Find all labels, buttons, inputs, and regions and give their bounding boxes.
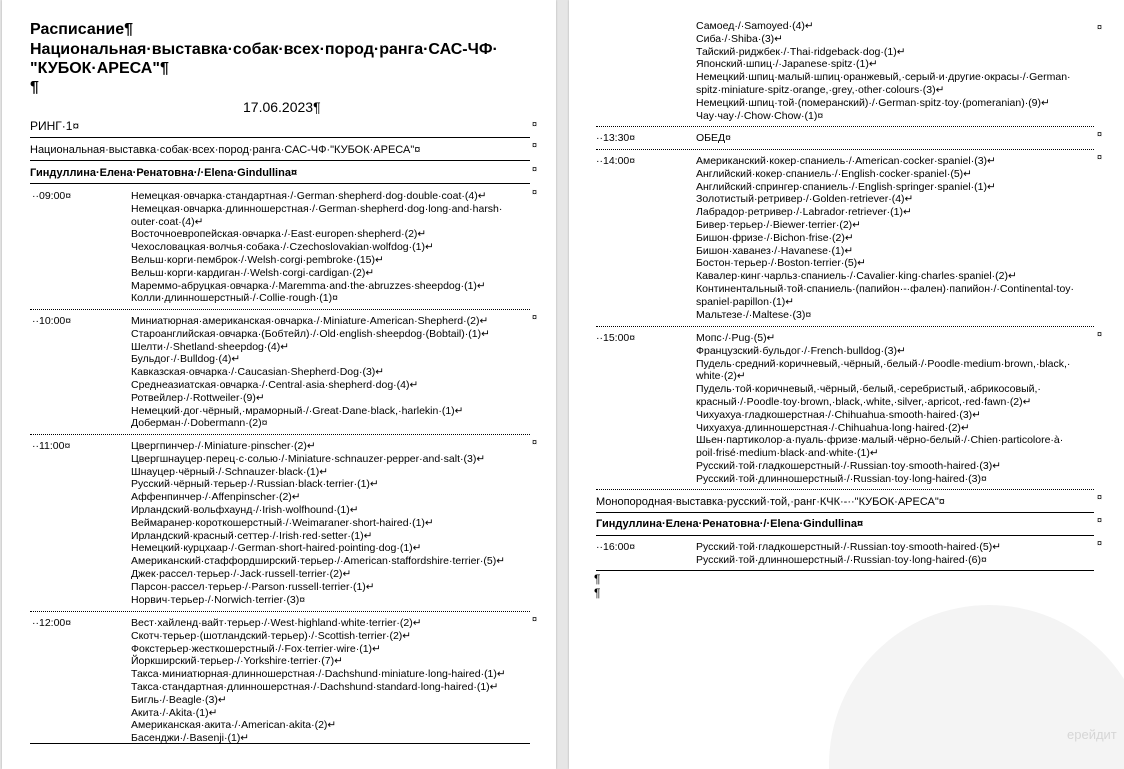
breed-entry: Бишон·хаванез·/·Havanese·(1)↵ — [696, 244, 854, 257]
time-slot: ··10:00¤ — [32, 315, 72, 327]
breed-entry: Пудель·той·коричневый,·чёрный,·белый,·серебристый,·абрикосовый,· — [696, 383, 1041, 396]
table-rule — [30, 309, 530, 310]
breed-entry: Мальтезе·/·Maltese·(3)¤ — [696, 308, 812, 321]
breed-entry: Ирландский·красный·сеттер·/·Irish·red·setter·(1)↵ — [131, 529, 373, 542]
watermark-hint: ерейдит — [1067, 727, 1117, 742]
breed-entry: Тайский·риджбек·/·Thai·ridgeback·dog·(1)↵ — [696, 45, 906, 58]
document-page-2 — [569, 0, 1124, 769]
cell-end-mark: ¤ — [1097, 329, 1103, 339]
mono-judge-row: Гиндуллина·Елена·Ренатовна·/·Elena·Gindullina¤ — [596, 518, 864, 530]
judge-row: Гиндуллина·Елена·Ренатовна·/·Elena·Gindullina¤ — [30, 167, 298, 179]
breed-entry: Джек·рассел·терьер·/·Jack·russell·terrier·(2)↵ — [131, 567, 352, 580]
breed-entry: Русский·той·длинношерстный·/·Russian·toy·long-haired·(6)¤ — [696, 553, 987, 566]
breed-entry: Японский·шпиц·/·Japanese·spitz·(1)↵ — [696, 58, 878, 71]
breed-entry: Чау·чау·/·Chow·Chow·(1)¤ — [696, 109, 824, 122]
time-slot: ··14:00¤ — [596, 155, 636, 167]
breed-entry: spaniel·papillon·(1)↵ — [696, 295, 795, 308]
breed-entry: Пудель·средний·коричневый,·чёрный,·белый·/·Poodle·medium·brown,·black,· — [696, 357, 1071, 370]
time-slot: ··16:00¤ — [596, 541, 636, 553]
table-rule — [30, 183, 530, 184]
breed-entry: Мопс·/·Pug·(5)↵ — [696, 332, 776, 344]
cell-end-mark: ¤ — [1097, 22, 1103, 32]
breed-entry: Среднеазиатская·овчарка·/·Central·asia·shepherd·dog·(4)↵ — [131, 378, 419, 391]
breed-entry: Русский·той·гладкошерстный·/·Russian·toy·smooth-haired·(5)↵ — [696, 541, 1002, 553]
cell-end-mark: ¤ — [532, 437, 538, 447]
breed-entry: Шнауцер·чёрный·/·Schnauzer·black·(1)↵ — [131, 465, 329, 478]
paragraph-mark: ¶ — [594, 572, 601, 586]
time-slot: ··09:00¤ — [32, 190, 72, 202]
table-rule — [596, 512, 1094, 513]
breed-entry: Кавказская·овчарка·/·Caucasian·Shepherd·Dog·(3)↵ — [131, 366, 385, 379]
breed-entry: Русский·той·гладкошерстный·/·Russian·toy·smooth-haired·(3)↵ — [696, 459, 1002, 472]
title-heading: Расписание¶ — [30, 21, 134, 38]
breed-entry: Немецкий·курцхаар·/·German·short-haired·pointing·dog·(1)↵ — [131, 542, 422, 555]
breed-entry: Фокстерьер·жесткошерстный·/·Fox·terrier·wire·(1)↵ — [131, 642, 381, 655]
title-cup-name: "КУБОК·АРЕСА"¶ — [30, 60, 169, 77]
table-rule — [596, 326, 1094, 327]
breed-entry: Бишон·фризе·/·Bichon·frise·(2)↵ — [696, 231, 854, 244]
breed-entry: Американский·стаффордширский·терьер·/·American·staffordshire·terrier·(5)↵ — [131, 555, 506, 568]
breed-entry: Английский·кокер·спаниель·/·English·cocker·spaniel·(5)↵ — [696, 167, 972, 180]
breed-entry: Американская·акита·/·American·akita·(2)↵ — [131, 719, 337, 732]
breed-entry: Цвергшнауцер·перец·с·солью·/·Miniature·schnauzer·pepper·and·salt·(3)↵ — [131, 452, 486, 465]
table-rule — [596, 489, 1094, 490]
breed-entry: Йоркширский·терьер·/·Yorkshire·terrier·(7)↵ — [131, 655, 343, 668]
cell-end-mark: ¤ — [1097, 129, 1103, 139]
cell-end-mark: ¤ — [532, 140, 538, 150]
breed-list — [131, 190, 531, 305]
breed-entry: Немецкий·шпиц·той·(померанский)·/·German·spitz·toy·(pomeranian)·(9)↵ — [696, 96, 1050, 109]
cell-end-mark: ¤ — [532, 614, 538, 624]
breed-entry: Ротвейлер·/·Rottweiler·(9)↵ — [131, 391, 265, 404]
breed-entry: Староанглийская·овчарка·(Бобтейл)·/·Old·english·sheepdog·(Bobtail)·(1)↵ — [131, 327, 490, 340]
breed-entry: Такса·миниатюрная·длинношерстная·/·Dachshund·miniature·long-haired·(1)↵ — [131, 668, 506, 681]
breed-entry: Бигль·/·Beagle·(3)↵ — [131, 693, 227, 706]
breed-entry: Русский·той·длинношерстный·/·Russian·toy·long-haired·(3)¤ — [696, 472, 987, 485]
breed-entry: Американский·кокер·спаниель·/·American·cocker·spaniel·(3)↵ — [696, 155, 996, 167]
breed-entry: Немецкий·дог·чёрный,·мраморный·/·Great·Dane·black,·harlekin·(1)↵ — [131, 404, 464, 417]
title-paragraph-mark: ¶ — [30, 79, 39, 96]
time-slot: ··13:30¤ — [596, 132, 636, 144]
breed-entry: Мареммо-абруцкая·овчарка·/·Maremma·and·the·abruzzes·sheepdog·(1)↵ — [131, 279, 486, 292]
breed-entry: Немецкая·овчарка·длинношерстная·/·German·shepherd·dog·long·and·harsh· — [131, 202, 503, 215]
breed-entry: spitz·miniature·spitz·orange,·grey,·other·colours·(3)↵ — [696, 83, 945, 96]
breed-list — [131, 440, 531, 606]
table-rule — [30, 434, 530, 435]
breed-list — [131, 315, 531, 430]
breed-entry: Скотч·терьер·(шотландский·терьер)·/·Scottish·terrier·(2)↵ — [131, 629, 412, 642]
breed-entry: Самоед·/·Samoyed·(4)↵ — [696, 20, 814, 32]
breed-entry: Английский·спрингер·спаниель·/·English·springer·spaniel·(1)↵ — [696, 180, 996, 193]
table-rule — [596, 535, 1094, 536]
breed-entry: Веймаранер·короткошерстный·/·Weimaraner·short-haired·(1)↵ — [131, 516, 434, 529]
cell-end-mark: ¤ — [1097, 538, 1103, 548]
cell-end-mark: ¤ — [532, 164, 538, 174]
breed-entry: Колли·длинношерстный·/·Collie·rough·(1)¤ — [131, 292, 338, 305]
breed-entry: Французский·бульдог·/·French·bulldog·(3)↵ — [696, 344, 906, 357]
breed-entry: white·(2)↵ — [696, 370, 746, 383]
watermark-circle — [829, 605, 1124, 769]
cell-end-mark: ¤ — [532, 187, 538, 197]
breed-list — [696, 541, 1096, 567]
breed-entry: Бивер·терьер·/·Biewer·terrier·(2)↵ — [696, 218, 861, 231]
show-name-row: Национальная·выставка·собак·всех·пород·ранга·САС-ЧФ·"КУБОК·АРЕСА"¤ — [30, 144, 421, 156]
breed-entry: Норвич·терьер·/·Norwich·terrier·(3)¤ — [131, 593, 306, 606]
document-page-1 — [2, 0, 556, 769]
breed-entry: Восточноевропейская·овчарка·/·East·europen·shepherd·(2)↵ — [131, 228, 427, 241]
breed-entry: Сиба·/·Shiba·(3)↵ — [696, 32, 783, 45]
paragraph-mark: ¶ — [594, 586, 601, 600]
breed-entry: Чихуахуа·гладкошерстная·/·Chihuahua·smooth·haired·(3)↵ — [696, 408, 981, 421]
breed-entry: Чехословацкая·волчья·собака·/·Czechoslovakian·wolfdog·(1)↵ — [131, 241, 434, 254]
table-rule — [596, 570, 1094, 571]
breed-entry: Кавалер·кинг·чарльз·спаниель·/·Cavalier·king·charles·spaniel·(2)↵ — [696, 270, 1017, 283]
breed-entry: Парсон·рассел·терьер·/·Parson·russell·terrier·(1)↵ — [131, 580, 375, 593]
cell-end-mark: ¤ — [532, 119, 538, 129]
breed-list — [131, 617, 531, 745]
breed-entry: Бостон·терьер·/·Boston·terrier·(5)↵ — [696, 257, 866, 270]
show-date: 17.06.2023¶ — [243, 99, 321, 115]
breed-entry: Бульдог·/·Bulldog·(4)↵ — [131, 353, 241, 366]
cell-end-mark: ¤ — [1097, 152, 1103, 162]
cell-end-mark: ¤ — [532, 312, 538, 322]
breed-entry: Миниатюрная·американская·овчарка·/·Miniature·American·Shepherd·(2)↵ — [131, 315, 489, 327]
breed-entry: Такса·стандартная·длинношерстная·/·Dachshund·standard·long-haired·(1)↵ — [131, 680, 499, 693]
breed-entry: outer·coat·(4)↵ — [131, 215, 204, 228]
table-rule — [30, 160, 530, 161]
breed-entry: Басенджи·/·Basenji·(1)↵ — [131, 732, 250, 745]
breed-entry: Ирландский·вольфхаунд·/·Irish·wolfhound·(1)↵ — [131, 503, 359, 516]
breed-entry: Шьен·партиколор·а·пуаль·фризе·малый·чёрно-белый·/·Chien·particolore·à· — [696, 434, 1064, 447]
breed-list — [696, 155, 1096, 321]
breed-list — [696, 132, 1096, 145]
breed-list — [696, 20, 1096, 122]
mono-show-name: Монопородная·выставка·русский·той,·ранг·КЧК·-··"КУБОК·АРЕСА"¤ — [596, 496, 945, 508]
breed-entry: Вельш·корги·пемброк·/·Welsh·corgi·pembroke·(15)↵ — [131, 253, 384, 266]
breed-entry: Вест·хайленд·вайт·терьер·/·West·highland·white·terrier·(2)↵ — [131, 617, 422, 629]
breed-list — [696, 332, 1096, 486]
table-rule — [30, 137, 530, 138]
breed-entry: Чихуахуа·длинношерстная·/·Chihuahua·long·haired·(2)↵ — [696, 421, 970, 434]
breed-entry: Лабрадор·ретривер·/·Labrador·retriever·(1)↵ — [696, 206, 912, 219]
breed-entry: Цвергпинчер·/·Miniature·pinscher·(2)↵ — [131, 440, 316, 452]
cell-end-mark: ¤ — [1097, 492, 1103, 502]
breed-entry: Континентальный·той·спаниель·(папийон·-·фален)·папийон·/·Continental·toy· — [696, 282, 1075, 295]
table-rule — [30, 611, 530, 612]
title-show-name: Национальная·выставка·собак·всех·пород·ранга·САС-ЧФ· — [30, 41, 498, 58]
cell-end-mark: ¤ — [1097, 515, 1103, 525]
breed-entry: Акита·/·Akita·(1)↵ — [131, 706, 218, 719]
ring-label: РИНГ·1¤ — [30, 119, 80, 133]
lunch-break: ОБЕД¤ — [696, 132, 732, 144]
breed-entry: Доберман·/·Dobermann·(2)¤ — [131, 417, 268, 430]
breed-entry: Немецкая·овчарка·стандартная·/·German·shepherd·dog·double·coat·(4)↵ — [131, 190, 487, 202]
time-slot: ··11:00¤ — [32, 440, 71, 452]
breed-entry: Немецкий·шпиц·малый·шпиц·оранжевый,·серый·и·другие·окрасы·/·German· — [696, 71, 1071, 84]
breed-entry: Русский·чёрный·терьер·/·Russian·black·terrier·(1)↵ — [131, 478, 379, 491]
breed-entry: Золотистый·ретривер·/·Golden·retriever·(4)↵ — [696, 193, 914, 206]
breed-entry: красный·/·Poodle·toy·brown,·black,·white,·silver,·apricot,·red·fawn·(2)↵ — [696, 395, 1032, 408]
breed-entry: Шелти·/·Shetland·sheepdog·(4)↵ — [131, 340, 290, 353]
table-rule — [30, 743, 530, 744]
breed-entry: poil·frisé·medium·black·and·white·(1)↵ — [696, 447, 879, 460]
breed-entry: Вельш·корги·кардиган·/·Welsh·corgi·cardigan·(2)↵ — [131, 266, 375, 279]
breed-entry: Аффенпинчер·/·Affenpinscher·(2)↵ — [131, 491, 301, 504]
table-rule — [596, 149, 1094, 150]
table-rule — [596, 126, 1094, 127]
time-slot: ··15:00¤ — [596, 332, 636, 344]
time-slot: ··12:00¤ — [32, 617, 72, 629]
